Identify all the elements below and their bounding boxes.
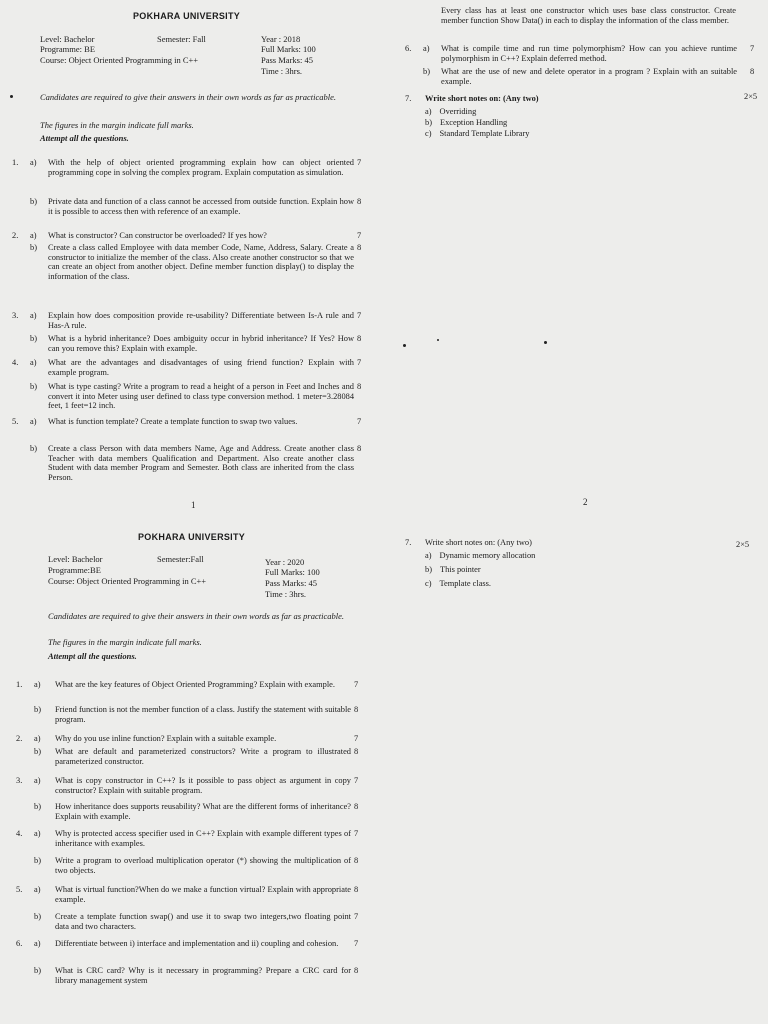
level: Level: Bachelor <box>48 554 103 564</box>
short-note-part: a) <box>425 107 432 116</box>
question-marks: 8 <box>354 747 359 756</box>
question-part: b) <box>30 444 37 453</box>
question-part: a) <box>34 680 41 689</box>
short-note-item <box>425 565 481 575</box>
short-note-text: Overriding <box>439 107 477 116</box>
question-text: Explain how does composition provide re-usability? Differentiate between Is-A rule and Has-A rule. <box>48 311 354 330</box>
course: Course: Object Oriented Programming in C++ <box>40 55 199 65</box>
question-number: 6. <box>405 44 412 53</box>
question-marks: 8 <box>354 885 359 894</box>
question-part: a) <box>30 358 37 367</box>
short-note-text: This pointer <box>439 565 481 574</box>
question-part: b) <box>34 912 41 921</box>
short-note-text: Template class. <box>439 579 492 588</box>
short-note-item <box>425 551 535 561</box>
question-number: 2. <box>16 734 23 743</box>
question-part: a) <box>30 417 37 426</box>
question-part: a) <box>30 311 37 320</box>
short-note-item <box>425 579 491 589</box>
question-text: Differentiate between i) interface and implementation and ii) coupling and cohesion. <box>55 939 339 948</box>
question-number: 5. <box>16 885 23 894</box>
programme: Programme: BE <box>40 44 96 54</box>
question-marks: 8 <box>357 444 362 453</box>
short-note-item <box>425 129 529 139</box>
full-marks: Full Marks: 100 <box>265 567 320 577</box>
question-marks: 7 <box>750 44 755 53</box>
question-marks: 7 <box>354 939 359 948</box>
question-marks: 7 <box>354 680 359 689</box>
question-marks: 7 <box>357 231 362 240</box>
question-text: What are default and parameterized constructors? Write a program to illustrated parameterized constructor. <box>55 747 351 766</box>
question-marks: 7 <box>357 158 362 167</box>
question-text: What is compile time and run time polymorphism? How can you achieve runtime polymorphism in C++? Explain deferred method. <box>441 44 737 63</box>
question-text: Create a class called Employee with data member Code, Name, Address, Salary. Create a constructor to initialize the member of the class. Also create another constructor so that we can create an object from another object. Define member function display() to display the information of the class. <box>48 243 354 281</box>
question-text: What is CRC card? Why is it necessary in programming? Prepare a CRC card for library management system <box>55 966 351 985</box>
short-note-part: c) <box>425 129 432 138</box>
question-number: 4. <box>12 358 19 367</box>
question-part: b) <box>423 67 430 76</box>
question-5b-continued: Every class has at least one constructor which uses base class constructor. Create member function Show Data() in each to display the information of the class member. <box>441 6 736 25</box>
question-part: b) <box>34 705 41 714</box>
short-note-item <box>425 107 476 117</box>
full-marks: Full Marks: 100 <box>261 44 316 54</box>
question-part: b) <box>30 334 37 343</box>
question-marks: 8 <box>357 197 362 206</box>
question-marks: 8 <box>750 67 755 76</box>
instruction-attempt-all: Attempt all the questions. <box>40 133 129 143</box>
question-marks: 8 <box>357 382 362 391</box>
page-number: 1 <box>191 500 196 510</box>
question-text: Why is protected access specifier used in C++? Explain with example different types of inheritance with examples. <box>55 829 351 848</box>
short-note-part: b) <box>425 565 432 574</box>
question-marks: 8 <box>354 705 359 714</box>
question-part: a) <box>423 44 430 53</box>
question-marks: 7 <box>357 358 362 367</box>
question-text: What is copy constructor in C++? Is it possible to pass object as argument in copy constructor? Explain with suitable program. <box>55 776 351 795</box>
level: Level: Bachelor <box>40 34 95 44</box>
question-text: With the help of object oriented programming explain how can object oriented programming cope in solving the complex program. Explain computation as simulation. <box>48 158 354 177</box>
short-note-text: Dynamic memory allocation <box>439 551 536 560</box>
semester: Semester:Fall <box>157 554 204 564</box>
question-marks: 8 <box>354 966 359 975</box>
question-marks: 8 <box>354 802 359 811</box>
question-text: What is a hybrid inheritance? Does ambiguity occur in hybrid inheritance? If Yes? How can you remove this? Explain with example. <box>48 334 354 353</box>
question-marks: 8 <box>354 856 359 865</box>
scan-speck <box>10 95 13 98</box>
question-number: 2. <box>12 231 19 240</box>
question-text: Write a program to overload multiplication operator (*) showing the multiplication of two objects. <box>55 856 351 875</box>
question-part: b) <box>30 197 37 206</box>
pass-marks: Pass Marks: 45 <box>265 578 317 588</box>
question-text: Private data and function of a class cannot be accessed from outside function. Explain how it is possible to access then with reference of an example. <box>48 197 354 216</box>
time: Time : 3hrs. <box>261 66 303 76</box>
question-part: b) <box>34 966 41 975</box>
instruction-answer-own-words: Candidates are required to give their answers in their own words as far as practicable. <box>40 92 336 102</box>
question-marks: 7 <box>354 734 359 743</box>
page-number: 2 <box>583 497 588 507</box>
question-text: What are the use of new and delete operator in a program ? Explain with an suitable example. <box>441 67 737 86</box>
question-number: 3. <box>16 776 23 785</box>
year: Year : 2020 <box>265 557 305 567</box>
short-note-item <box>425 118 507 128</box>
question-text: Friend function is not the member function of a class. Justify the statement with suitable program. <box>55 705 351 724</box>
question-part: b) <box>34 747 41 756</box>
question-part: a) <box>34 829 41 838</box>
short-note-part: c) <box>425 579 432 588</box>
question-number: 1. <box>16 680 23 689</box>
question-part: a) <box>34 885 41 894</box>
question-7-title: Write short notes on: (Any two) <box>425 538 532 547</box>
question-text: What is function template? Create a template function to swap two values. <box>48 417 298 426</box>
time: Time : 3hrs. <box>265 589 307 599</box>
question-text: Create a class Person with data members Name, Age and Address. Create another class Teacher with data members Qualification and Department. Also create another class Student with data member Program and Semester. Both class are inherited from the class Person. <box>48 444 354 482</box>
question-number: 5. <box>12 417 19 426</box>
question-7-marks: 2×5 <box>736 540 750 549</box>
question-marks: 7 <box>357 417 362 426</box>
programme: Programme:BE <box>48 565 101 575</box>
question-number: 1. <box>12 158 19 167</box>
question-marks: 7 <box>357 311 362 320</box>
instruction-margin-marks: The figures in the margin indicate full marks. <box>40 120 194 130</box>
scan-speck <box>403 344 406 347</box>
scan-speck <box>544 341 547 344</box>
question-part: a) <box>30 231 37 240</box>
question-text: Create a template function swap() and use it to swap two integers,two floating point data and two characters. <box>55 912 351 931</box>
question-text: How inheritance does supports reusability? What are the different forms of inheritance? Explain with example. <box>55 802 351 821</box>
question-marks: 7 <box>354 829 359 838</box>
question-text: What are the key features of Object Oriented Programming? Explain with example. <box>55 680 335 689</box>
question-text: What is virtual function?When do we make a function virtual? Explain with appropriate example. <box>55 885 351 904</box>
short-note-text: Standard Template Library <box>439 129 530 138</box>
question-marks: 8 <box>357 334 362 343</box>
year: Year : 2018 <box>261 34 301 44</box>
question-part: a) <box>34 939 41 948</box>
scan-speck <box>437 339 439 341</box>
question-marks: 7 <box>354 912 359 921</box>
university-title: POKHARA UNIVERSITY <box>138 532 246 542</box>
question-marks: 7 <box>354 776 359 785</box>
instruction-answer-own-words: Candidates are required to give their answers in their own words as far as practicable. <box>48 611 344 621</box>
short-note-text: Exception Handling <box>439 118 508 127</box>
question-part: a) <box>34 734 41 743</box>
question-7-marks: 2×5 <box>744 92 758 101</box>
question-text: What is type casting? Write a program to read a height of a person in Feet and Inches and convert it into Meter using user defined to class type conversion method. 1 meter=3.28084 feet, 1 feet=12 inch. <box>48 382 354 411</box>
question-number: 6. <box>16 939 23 948</box>
question-part: b) <box>30 382 37 391</box>
question-text: What are the advantages and disadvantages of using friend function? Explain with example program. <box>48 358 354 377</box>
question-7-number: 7. <box>405 94 412 103</box>
question-text: What is constructor? Can constructor be overloaded? If yes how? <box>48 231 267 240</box>
instruction-margin-marks: The figures in the margin indicate full marks. <box>48 637 202 647</box>
short-note-part: a) <box>425 551 432 560</box>
question-part: b) <box>34 802 41 811</box>
question-number: 4. <box>16 829 23 838</box>
question-7-number: 7. <box>405 538 412 547</box>
question-text: Why do you use inline function? Explain with a suitable example. <box>55 734 277 743</box>
question-part: b) <box>34 856 41 865</box>
question-7-title: Write short notes on: (Any two) <box>425 94 539 103</box>
university-title: POKHARA UNIVERSITY <box>133 11 241 21</box>
semester: Semester: Fall <box>157 34 206 44</box>
question-part: b) <box>30 243 37 252</box>
question-part: a) <box>30 158 37 167</box>
short-note-part: b) <box>425 118 432 127</box>
instruction-attempt-all: Attempt all the questions. <box>48 651 137 661</box>
pass-marks: Pass Marks: 45 <box>261 55 313 65</box>
question-number: 3. <box>12 311 19 320</box>
course: Course: Object Oriented Programming in C++ <box>48 576 207 586</box>
question-marks: 8 <box>357 243 362 252</box>
question-part: a) <box>34 776 41 785</box>
